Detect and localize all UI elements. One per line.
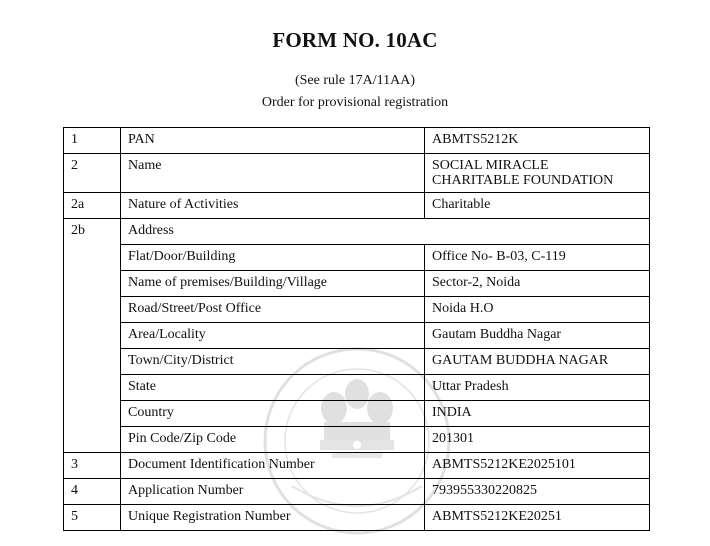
field-label: Flat/Door/Building (121, 245, 425, 271)
registration-table (63, 127, 650, 531)
table-row-road (64, 297, 650, 323)
row-number: 4 (64, 479, 121, 505)
table-row-din (64, 453, 650, 479)
field-value: ABMTS5212KE20251 (425, 505, 650, 531)
field-value: Office No- B-03, C-119 (425, 245, 650, 271)
rule-reference: (See rule 17A/11AA) (294, 73, 415, 88)
table-row-address (64, 219, 650, 245)
row-number: 3 (64, 453, 121, 479)
field-value: 201301 (425, 427, 650, 453)
field-label: Application Number (121, 479, 425, 505)
field-value (425, 154, 650, 193)
row-number: 2 (64, 154, 121, 193)
field-label: Name (121, 154, 425, 193)
field-value: Charitable (425, 193, 650, 219)
table-row-urn (64, 505, 650, 531)
field-label: Document Identification Number (121, 453, 425, 479)
table-row-nature (64, 193, 650, 219)
form-subtitle: Order for provisional registration (261, 95, 449, 110)
field-value: GAUTAM BUDDHA NAGAR (425, 349, 650, 375)
field-label: Name of premises/Building/Village (121, 271, 425, 297)
field-value: Uttar Pradesh (425, 375, 650, 401)
field-label: Address (121, 219, 650, 245)
field-value: INDIA (425, 401, 650, 427)
field-value: Sector-2, Noida (425, 271, 650, 297)
table-row-state (64, 375, 650, 401)
table-row-pan (64, 128, 650, 154)
row-number: 1 (64, 128, 121, 154)
field-label: Town/City/District (121, 349, 425, 375)
table-row-name (64, 154, 650, 193)
form-title: FORM NO. 10AC (272, 28, 438, 52)
field-label: Country (121, 401, 425, 427)
field-value: 793955330220825 (425, 479, 650, 505)
row-number: 5 (64, 505, 121, 531)
table-row-pin (64, 427, 650, 453)
field-label: PAN (121, 128, 425, 154)
field-value: ABMTS5212K (425, 128, 650, 154)
field-value: Gautam Buddha Nagar (425, 323, 650, 349)
row-number: 2b (64, 219, 121, 453)
field-label: Unique Registration Number (121, 505, 425, 531)
name-line-1: SOCIAL MIRACLE (432, 158, 549, 173)
field-value: Noida H.O (425, 297, 650, 323)
field-label: Nature of Activities (121, 193, 425, 219)
table-row-flat (64, 245, 650, 271)
field-label: Area/Locality (121, 323, 425, 349)
table-row-country (64, 401, 650, 427)
field-label: State (121, 375, 425, 401)
field-value: ABMTS5212KE2025101 (425, 453, 650, 479)
name-line-2: CHARITABLE FOUNDATION (432, 173, 614, 188)
field-label: Pin Code/Zip Code (121, 427, 425, 453)
table-row-town (64, 349, 650, 375)
table-row-application (64, 479, 650, 505)
table-row-area (64, 323, 650, 349)
row-number: 2a (64, 193, 121, 219)
field-label: Road/Street/Post Office (121, 297, 425, 323)
table-row-premises (64, 271, 650, 297)
